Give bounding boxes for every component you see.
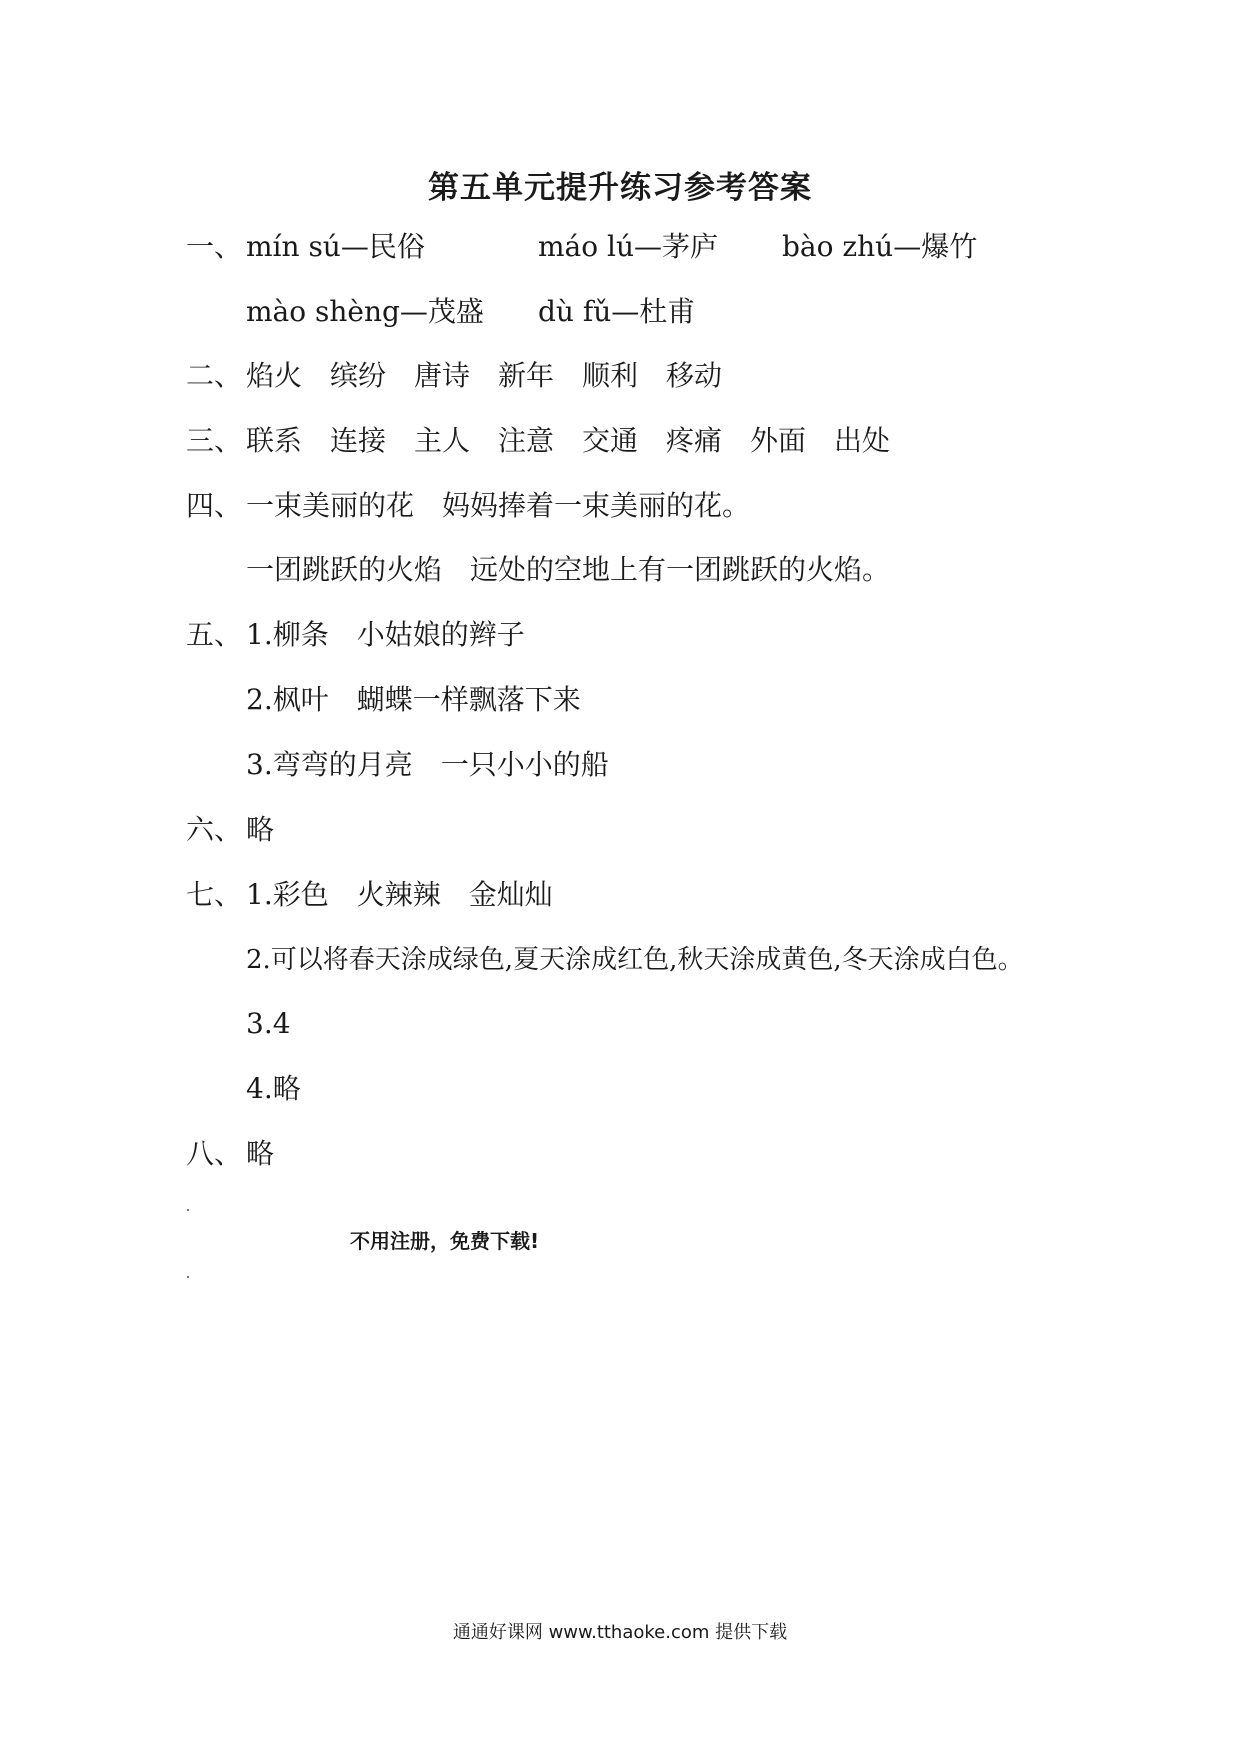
section-7-answer-4: 4.略 (246, 1072, 301, 1105)
page-title: 第五单元提升练习参考答案 (428, 170, 812, 206)
section-5-answer-1: 1.柳条 小姑娘的辫子 (246, 618, 525, 651)
section-2-number: 二、 (186, 359, 243, 392)
section-7-answer-1: 1.彩色 火辣辣 金灿灿 (246, 878, 553, 911)
section-4-answer-1: 一束美丽的花 妈妈捧着一束美丽的花。 (246, 489, 751, 522)
section-7-answer-2: 2.可以将春天涂成绿色,夏天涂成红色,秋天涂成黄色,冬天涂成白色。 (246, 945, 1024, 975)
download-note: 不用注册，免费下载! (350, 1229, 540, 1253)
section-5-answer-3: 3.弯弯的月亮 一只小小的船 (246, 748, 609, 781)
section-8-answer: 略 (246, 1137, 275, 1170)
scan-speck (187, 1209, 189, 1211)
pinyin-item: dù fǔ—杜甫 (538, 295, 696, 328)
pinyin-item: bào zhú—爆竹 (782, 230, 978, 263)
section-5-number: 五、 (186, 618, 243, 651)
section-3-answer: 联系 连接 主人 注意 交通 疼痛 外面 出处 (246, 424, 891, 457)
section-6-number: 六、 (186, 813, 243, 846)
section-2-answer: 焰火 缤纷 唐诗 新年 顺利 移动 (246, 359, 723, 392)
section-1-number: 一、 (186, 230, 243, 263)
section-7-answer-3: 3.4 (246, 1007, 291, 1040)
scan-speck (187, 1276, 189, 1278)
section-3-number: 三、 (186, 424, 243, 457)
site-footer: 通通好课网 www.tthaoke.com 提供下载 (452, 1622, 788, 1643)
section-5-answer-2: 2.枫叶 蝴蝶一样飘落下来 (246, 683, 581, 716)
section-8-number: 八、 (186, 1137, 243, 1170)
section-4-number: 四、 (186, 489, 243, 522)
section-6-answer: 略 (246, 813, 275, 846)
section-7-number: 七、 (186, 878, 243, 911)
pinyin-item: mào shèng—茂盛 (246, 295, 484, 328)
pinyin-item: máo lú—茅庐 (538, 230, 718, 263)
section-4-answer-2: 一团跳跃的火焰 远处的空地上有一团跳跃的火焰。 (246, 553, 891, 586)
pinyin-item: mín sú—民俗 (246, 230, 425, 263)
